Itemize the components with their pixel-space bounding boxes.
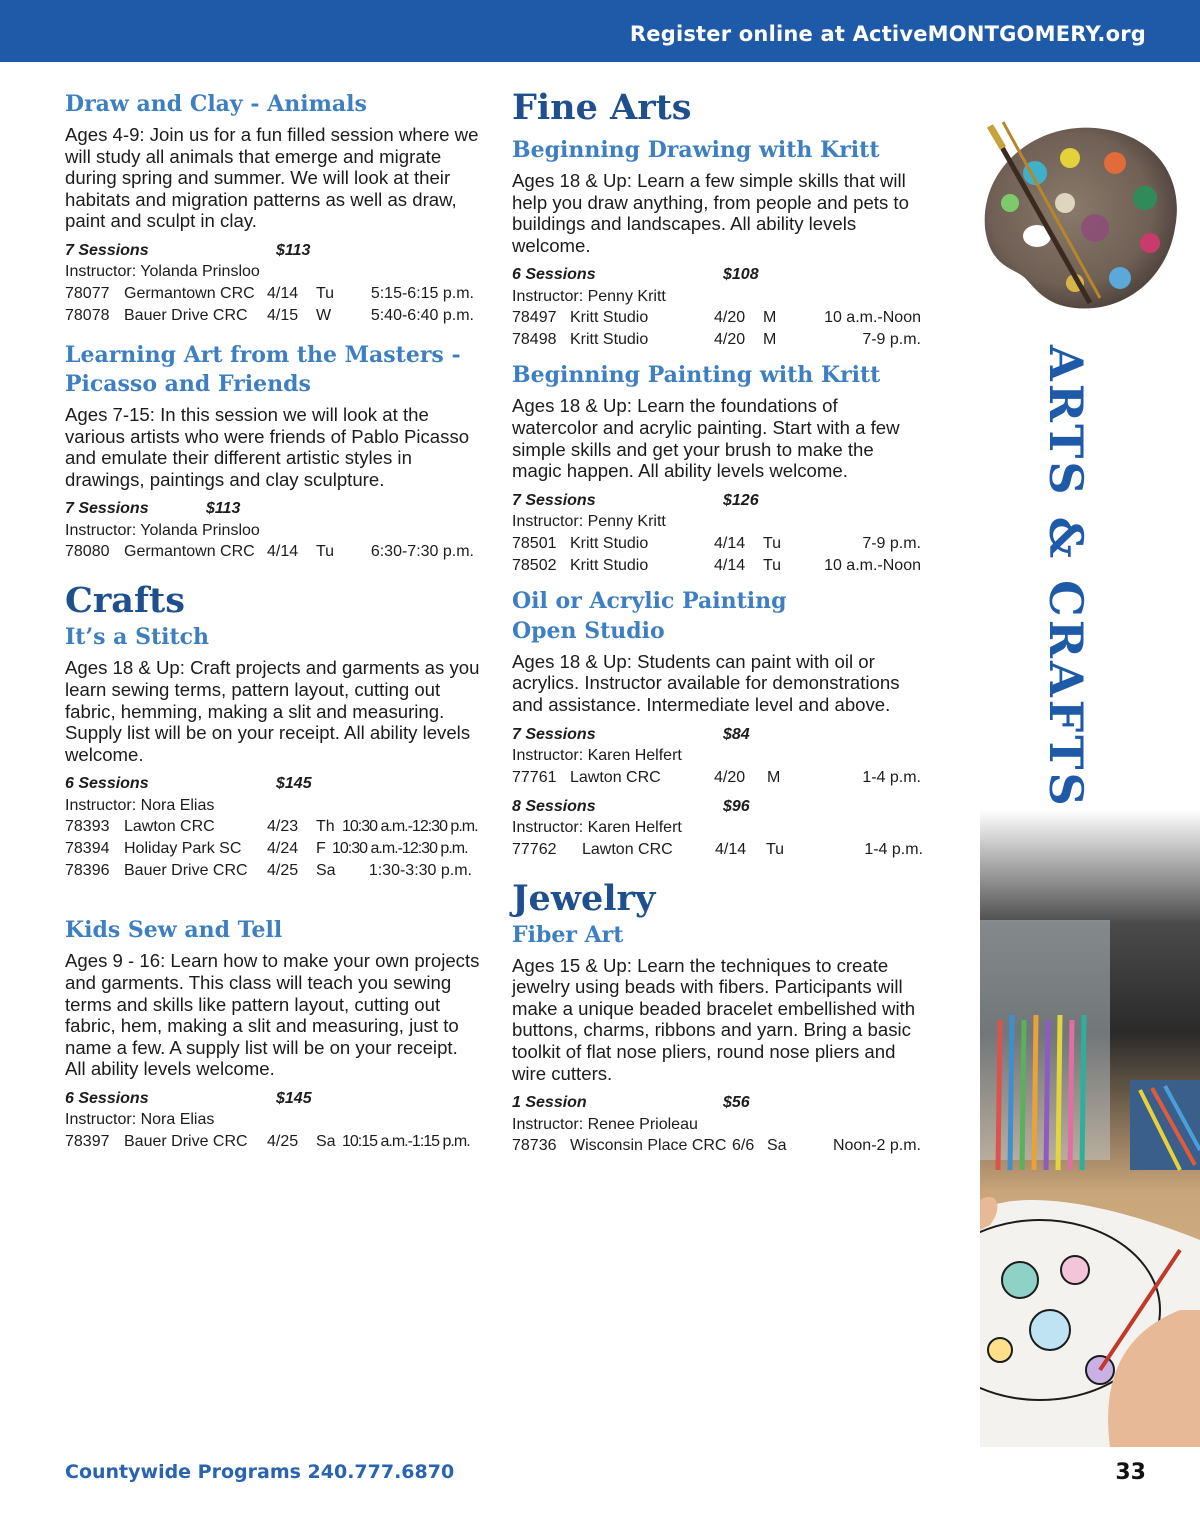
class-row: 78498 Kritt Studio 4/20 M 7-9 p.m. <box>512 331 921 349</box>
instructor: Instructor: Yolanda Prinsloo <box>65 263 260 281</box>
session-count: 7 Sessions $113 <box>65 498 480 520</box>
price: $113 <box>276 241 311 259</box>
course-title: Beginning Drawing with Kritt <box>512 137 880 163</box>
course-description: Ages 18 & Up: Learn a few simple skills that will help you draw anything, from people and pets to buildings and landscapes. All ability levels welcome. <box>512 170 909 256</box>
session-count: 6 Sessions $145 <box>65 1088 480 1110</box>
course-description: Ages 7-15: In this session we will look at the various artists who were friends of Pablo Picasso and emulate their different artistic styles in drawings, paintings and clay sculpture. <box>65 403 470 490</box>
course-description: Ages 9 - 16: Learn how to make your own projects and garments. This class will teach you sewing terms and skills like pattern layout, cutting out fabric, hem, making a slit and measuring, just to name a few. A supply list will be on your receipt. All ability levels welcome. <box>65 950 480 1080</box>
price: $84 <box>723 725 750 743</box>
session-count: 7 Sessions $84 <box>512 724 924 746</box>
course-title: Fiber Art <box>512 921 624 948</box>
section-title-jewelry: Jewelry <box>512 877 656 919</box>
price: $56 <box>723 1094 750 1112</box>
course-description: Ages 4-9: Join us for a fun filled session where we will study all animals that emerge and migrate during spring and summer. We will look at their habitats and migration patterns as well as draw, paint and sculpt in clay. <box>65 124 479 232</box>
class-row: 78502 Kritt Studio 4/14 Tu 10 a.m.-Noon <box>512 556 921 574</box>
session-count: 6 Sessions $108 <box>512 264 924 286</box>
instructor: Instructor: Karen Helfert <box>512 819 682 837</box>
session-count: 8 Sessions $96 <box>512 796 924 818</box>
paint-palette-image <box>975 118 1195 318</box>
footer-phone: Countywide Programs 240.777.6870 <box>65 1461 455 1483</box>
price: $145 <box>276 1089 312 1107</box>
class-row: 78394 Holiday Park SC 4/24 F 10:30 a.m.-12:30 p.m. <box>65 840 468 858</box>
price: $145 <box>276 775 312 793</box>
session-count: 6 Sessions $145 <box>65 773 480 795</box>
price: $108 <box>723 266 759 284</box>
instructor: Instructor: Yolanda Prinsloo <box>65 521 260 539</box>
page-number: 33 <box>1115 1460 1146 1485</box>
class-row: 78078 Bauer Drive CRC 4/15 W 5:40-6:40 p.m. <box>65 306 474 324</box>
course-title: Oil or Acrylic Painting <box>512 587 787 614</box>
left-column <box>65 88 480 1153</box>
session-count: 1 Session $56 <box>512 1092 924 1114</box>
class-row: 78396 Bauer Drive CRC 4/25 Sa 1:30-3:30 p.m. <box>65 862 472 880</box>
course-description: Ages 18 & Up: Craft projects and garments as you learn sewing terms, pattern layout, cutting out fabric, hemming, making a slit and measuring. Supply list will be on your receipt. All ability levels welcome. <box>65 657 480 765</box>
instructor: Instructor: Penny Kritt <box>512 287 666 305</box>
instructor: Instructor: Renee Prioleau <box>512 1115 698 1133</box>
instructor: Instructor: Nora Elias <box>65 796 215 814</box>
section-title-fine-arts: Fine Arts <box>512 87 692 128</box>
session-count: 7 Sessions $126 <box>512 490 924 512</box>
instructor: Instructor: Penny Kritt <box>512 513 666 531</box>
course-title: Learning Art from the Masters - <box>65 341 461 368</box>
course-title: Beginning Painting with Kritt <box>512 362 881 389</box>
section-title-crafts: Crafts <box>65 580 185 622</box>
course-description: Ages 15 & Up: Learn the techniques to create jewelry using beads with fibers. Participants will make a unique beaded bracelet embellished with buttons, charms, ribbons and yarn. Bring a basic toolkit of flat nose pliers, round nose pliers and wire cutters. <box>512 954 916 1084</box>
class-row: 78736 Wisconsin Place CRC 6/6 Sa Noon-2 p.m. <box>512 1137 921 1155</box>
class-row: 78501 Kritt Studio 4/14 Tu 7-9 p.m. <box>512 534 921 552</box>
session-count: 7 Sessions $113 <box>65 240 480 262</box>
right-column <box>512 88 924 1157</box>
course-title: Draw and Clay - Animals <box>65 91 367 117</box>
course-title: It’s a Stitch <box>65 624 210 651</box>
class-row: 77762 Lawton CRC 4/14 Tu 1-4 p.m. <box>512 840 923 858</box>
class-row: 78080 Germantown CRC 4/14 Tu 6:30-7:30 p.m. <box>65 543 474 561</box>
class-row: 77761 Lawton CRC 4/20 M 1-4 p.m. <box>512 768 921 786</box>
course-title-line2: Picasso and Friends <box>65 370 311 397</box>
class-row: 78497 Kritt Studio 4/20 M 10 a.m.-Noon <box>512 309 921 327</box>
course-description: Ages 18 & Up: Students can paint with oil or acrylics. Instructor available for demonstrations and assistance. Intermediate level and above. <box>512 650 900 715</box>
course-title-line2: Open Studio <box>512 617 665 644</box>
price: $96 <box>723 797 750 815</box>
coloring-photo <box>980 810 1200 1447</box>
register-link[interactable]: Register online at ActiveMONTGOMERY.org <box>629 22 1146 46</box>
course-description: Ages 18 & Up: Learn the foundations of watercolor and acrylic painting. Start with a few simple skills and get your brush to make the magic happen. All ability levels welcome. <box>512 395 900 482</box>
class-row: 78077 Germantown CRC 4/14 Tu 5:15-6:15 p.m. <box>65 284 474 302</box>
instructor: Instructor: Karen Helfert <box>512 747 682 765</box>
header-bar <box>0 0 1200 62</box>
class-row: 78393 Lawton CRC 4/23 Th 10:30 a.m.-12:30 p.m. <box>65 818 478 836</box>
course-title: Kids Sew and Tell <box>65 917 283 944</box>
price: $113 <box>206 500 241 518</box>
instructor: Instructor: Nora Elias <box>65 1111 215 1129</box>
class-row: 78397 Bauer Drive CRC 4/25 Sa 10:15 a.m.-1:15 p.m. <box>65 1132 470 1150</box>
side-section-title: ARTS & CRAFTS <box>1039 345 1093 809</box>
price: $126 <box>723 491 759 509</box>
